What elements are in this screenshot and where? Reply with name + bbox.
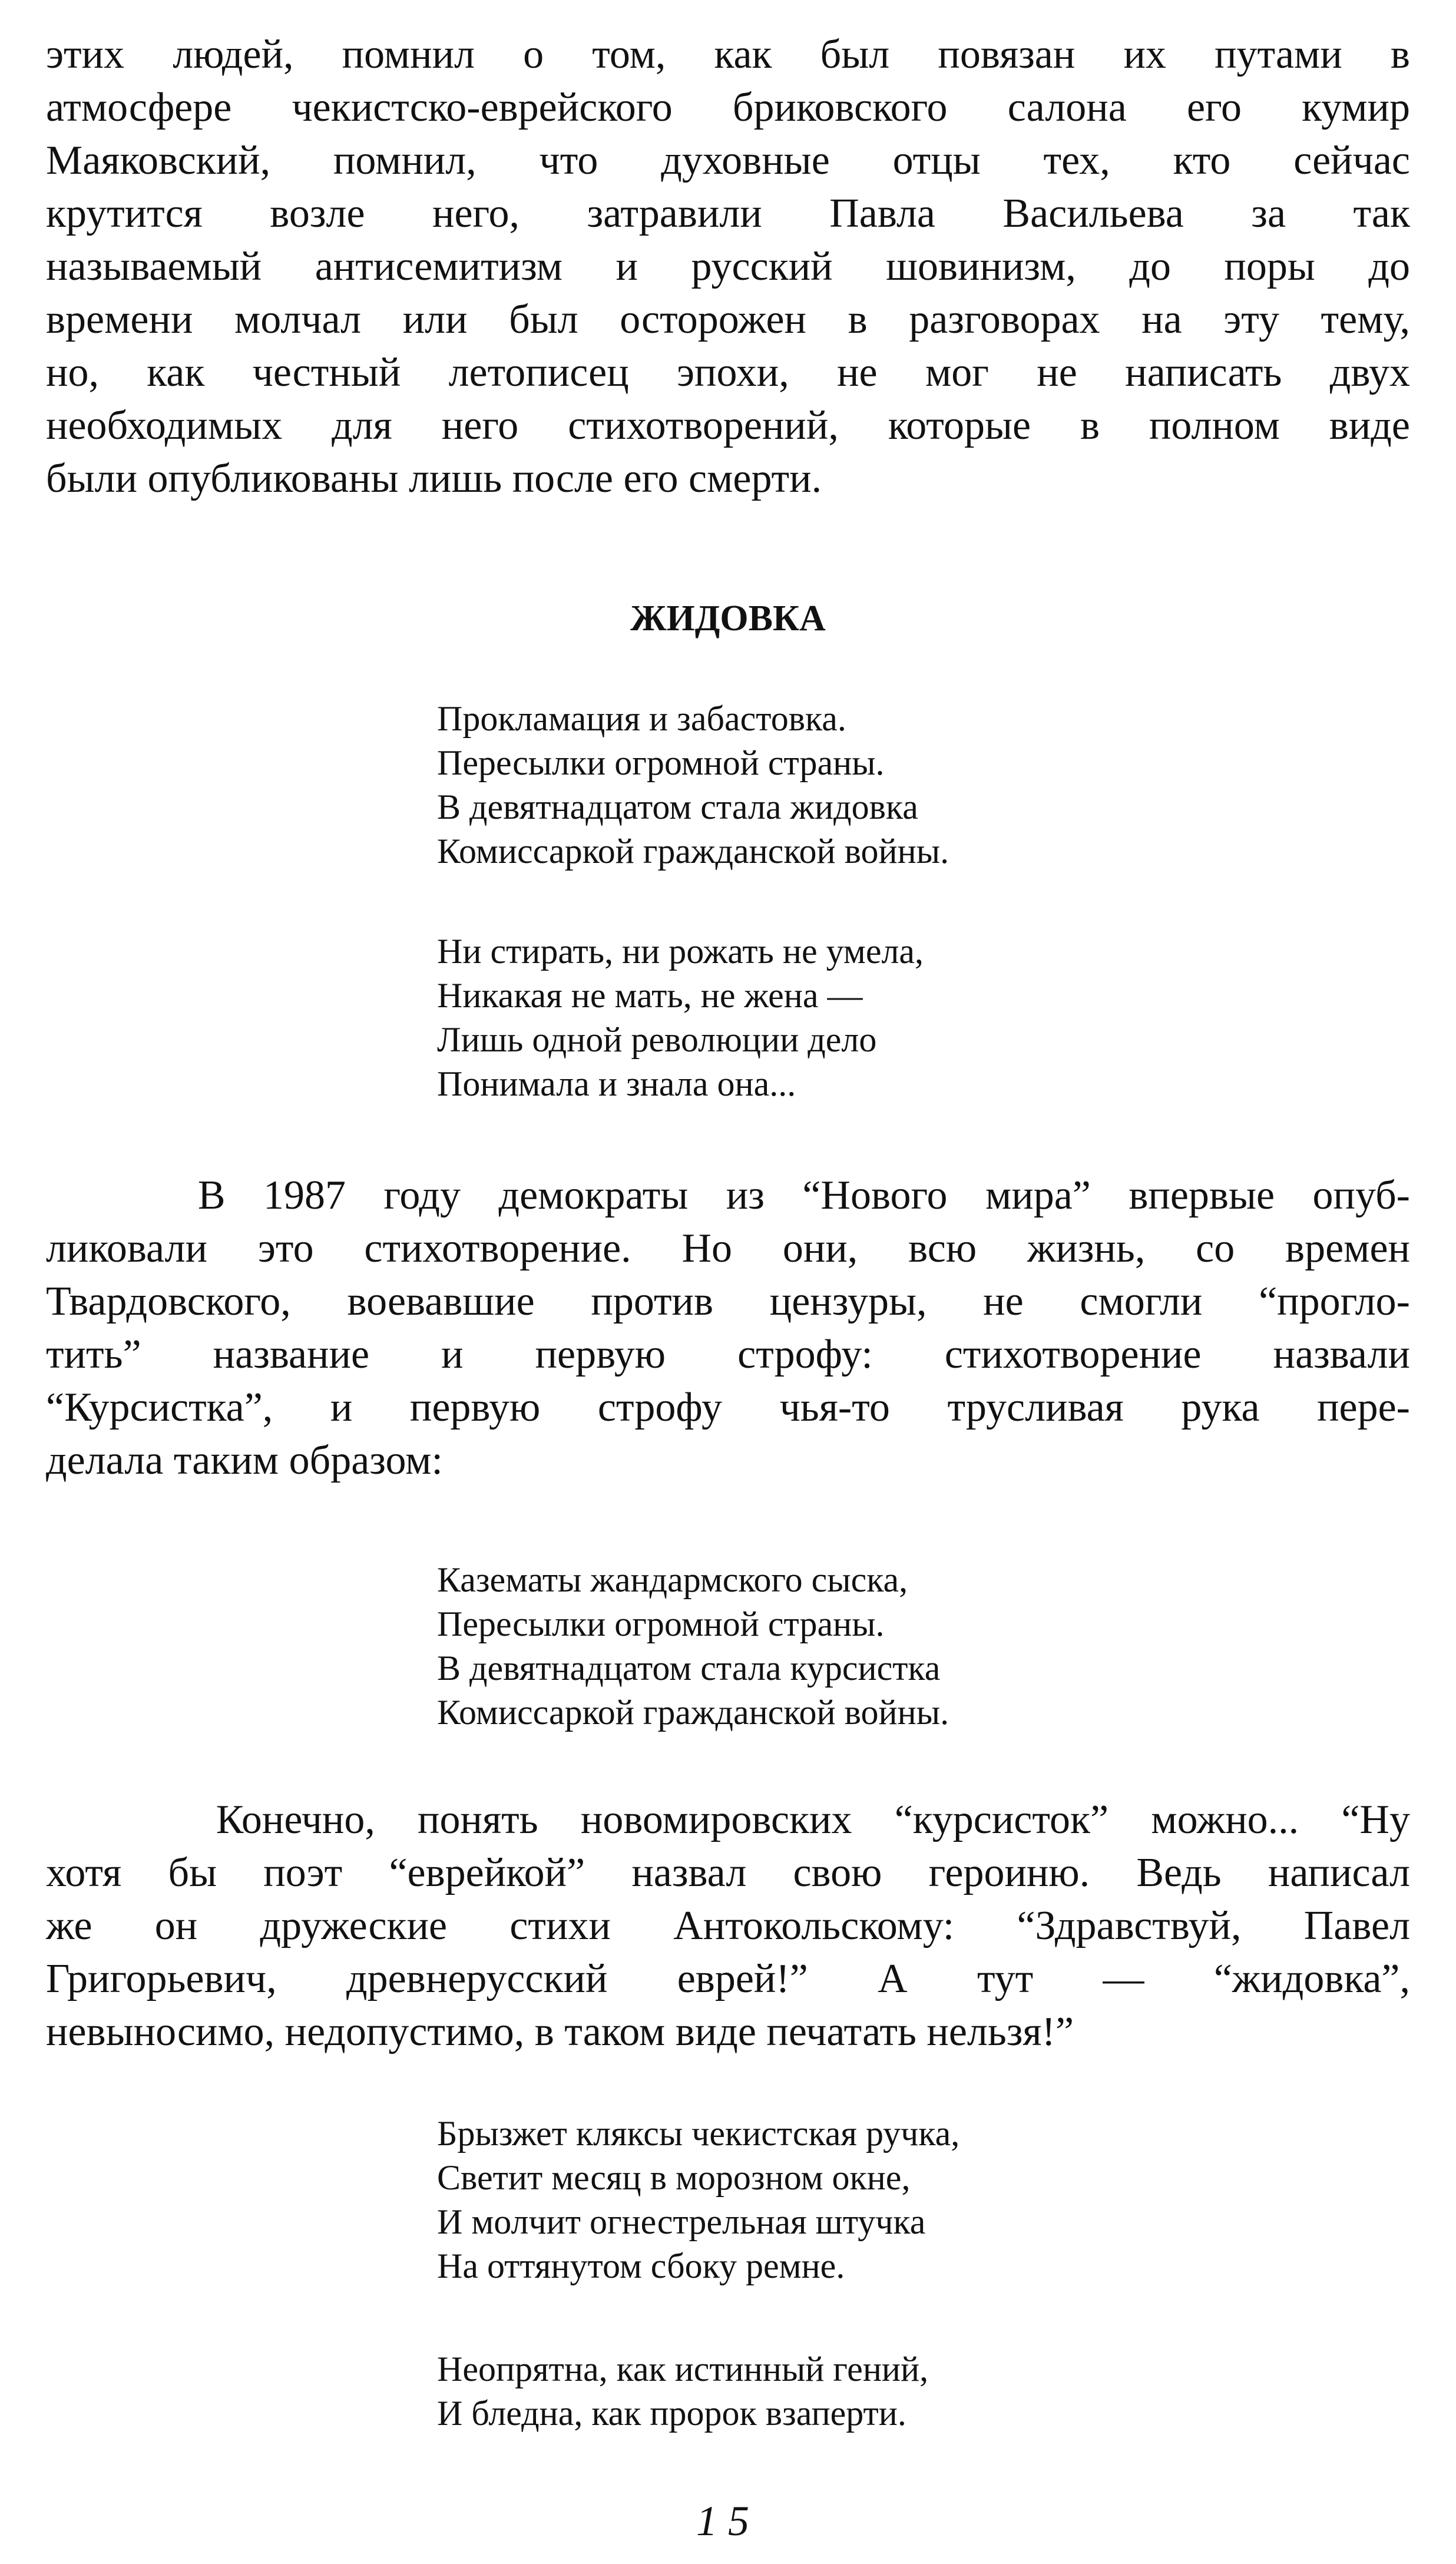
page-number: 15 <box>696 2497 760 2545</box>
verse-line: В девятнадцатом стала курсистка <box>437 1649 941 1688</box>
text-line: этих людей, помнил о том, как был повязан их путами в <box>46 32 1410 77</box>
text-line: но, как честный летописец эпохи, не мог не написать двух <box>46 350 1410 395</box>
verse-line: И молчит огнестрельная штучка <box>437 2202 926 2241</box>
verse-line: Неопрятна, как истинный гений, <box>437 2350 929 2388</box>
verse-line: Понимала и знала она... <box>437 1064 796 1103</box>
text-line: Конечно, понять новомировских “курсисток” можно... “Ну <box>46 1797 1410 1842</box>
text-line: В 1987 году демократы из “Нового мира” впервые опуб- <box>46 1173 1410 1218</box>
verse-line: Светит месяц в морозном окне, <box>437 2158 911 2197</box>
verse-line: Лишь одной революции дело <box>437 1020 877 1059</box>
text-line: невыносимо, недопустимо, в таком виде печатать нельзя!” <box>46 2009 1074 2054</box>
verse-line: Никакая не мать, не жена — <box>437 976 863 1015</box>
text-line: Маяковский, помнил, что духовные отцы тех, кто сейчас <box>46 138 1410 183</box>
text-line: атмосфере чекистско-еврейского бриковского салона его кумир <box>46 85 1410 130</box>
stanza-5 <box>437 2347 928 2436</box>
text-line: же он дружеские стихи Антокольскому: “Здравствуй, Павел <box>46 1903 1410 1948</box>
verse-line: Пересылки огромной страны. <box>437 743 885 782</box>
text-line: “Курсистка”, и первую строфу чья-то трусливая рука пере- <box>46 1385 1410 1430</box>
verse-line: На оттянутом сбоку ремне. <box>437 2247 845 2285</box>
verse-line: Комиссаркой гражданской войны. <box>437 1693 949 1732</box>
paragraph-commentary <box>46 1794 1410 2059</box>
text-line: называемый антисемитизм и русский шовинизм, до поры до <box>46 244 1410 289</box>
text-line: необходимых для него стихотворений, которые в полном виде <box>46 403 1410 448</box>
stanza-2 <box>437 929 924 1106</box>
verse-line: Казематы жандармского сыска, <box>437 1560 908 1599</box>
text-line: тить” название и первую строфу: стихотворение назвали <box>46 1332 1410 1377</box>
stanza-1 <box>437 697 949 874</box>
verse-line: Пересылки огромной страны. <box>437 1604 885 1643</box>
verse-line: Комиссаркой гражданской войны. <box>437 832 949 871</box>
text-line: были опубликованы лишь после его смерти. <box>46 456 822 501</box>
verse-line: Прокламация и забастовка. <box>437 699 846 738</box>
text-line: делала таким образом: <box>46 1438 443 1483</box>
paragraph-new-world <box>46 1169 1410 1487</box>
stanza-3 <box>437 1558 949 1735</box>
paragraph-intro <box>46 28 1410 505</box>
text-line: хотя бы поэт “еврейкой” назвал свою героиню. Ведь написал <box>46 1850 1410 1895</box>
poem-title: ЖИДОВКА <box>630 598 826 638</box>
text-line: крутится возле него, затравили Павла Васильева за так <box>46 191 1410 236</box>
verse-line: Брызжет кляксы чекистская ручка, <box>437 2114 960 2153</box>
stanza-4 <box>437 2112 959 2288</box>
verse-line: Ни стирать, ни рожать не умела, <box>437 932 924 971</box>
text-line: ликовали это стихотворение. Но они, всю жизнь, со времен <box>46 1226 1410 1271</box>
text-line: Григорьевич, древнерусский еврей!” А тут — “жидовка”, <box>46 1956 1410 2001</box>
text-line: времени молчал или был осторожен в разговорах на эту тему, <box>46 297 1410 342</box>
verse-line: В девятнадцатом стала жидовка <box>437 788 918 826</box>
text-line: Твардовского, воевавшие против цензуры, не смогли “прогло- <box>46 1279 1410 1324</box>
verse-line: И бледна, как пророк взаперти. <box>437 2394 906 2433</box>
